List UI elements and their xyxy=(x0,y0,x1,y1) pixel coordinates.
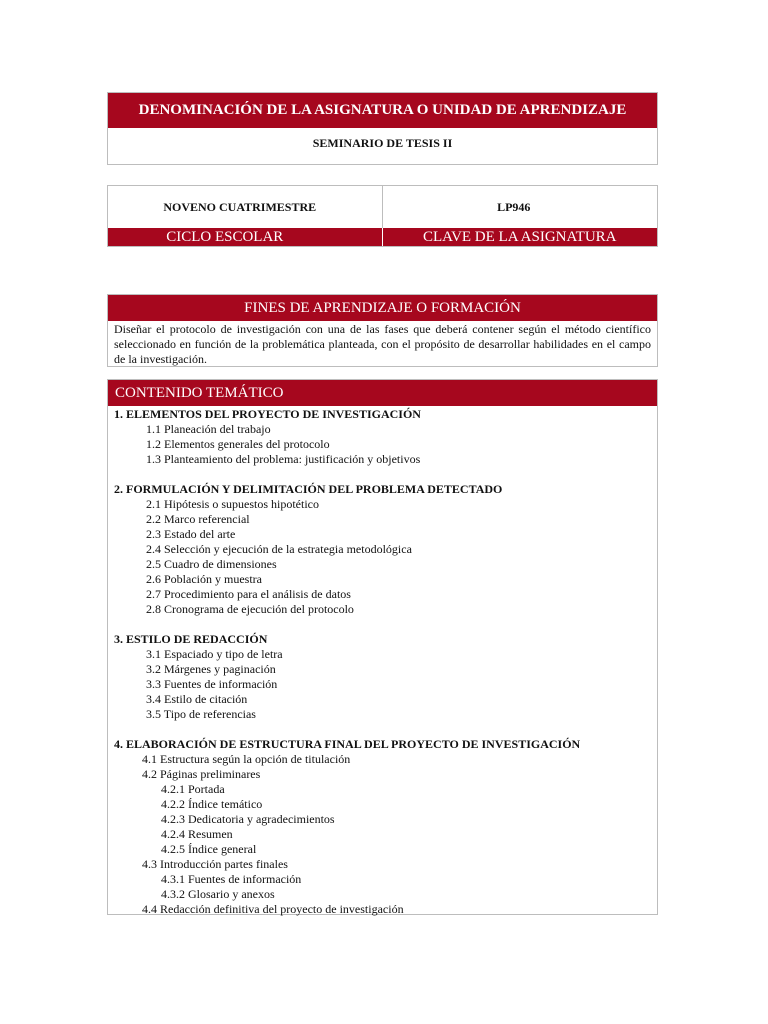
list-item: 2.1 Hipótesis o supuestos hipotético xyxy=(146,497,319,511)
aims-text: Diseñar el protocolo de investigación con una de las fases que deberá contener según el método científico seleccionado en función de la problemática planteada, con el propósito de desarrollar habilidades en el campo de la investigación. xyxy=(114,322,651,366)
aims-box xyxy=(107,294,658,367)
list-item: 4.3.2 Glosario y anexos xyxy=(161,887,275,901)
list-item: 4.2.1 Portada xyxy=(161,782,225,796)
list-item: 3.2 Márgenes y paginación xyxy=(146,662,276,676)
list-item: 2.3 Estado del arte xyxy=(146,527,236,541)
list-item: 1.3 Planteamiento del problema: justificación y objetivos xyxy=(146,452,421,466)
subject-name-box xyxy=(107,92,658,165)
section-heading: 1. ELEMENTOS DEL PROYECTO DE INVESTIGACIÓN xyxy=(114,407,421,421)
list-item: 4.2 Páginas preliminares xyxy=(142,767,261,781)
content-box xyxy=(107,379,658,915)
list-item: 4.2.3 Dedicatoria y agradecimientos xyxy=(161,812,335,826)
list-item: 2.6 Población y muestra xyxy=(146,572,262,586)
list-item: 2.8 Cronograma de ejecución del protocolo xyxy=(146,602,354,616)
list-item: 2.5 Cuadro de dimensiones xyxy=(146,557,277,571)
cycle-value: NOVENO CUATRIMESTRE xyxy=(108,186,383,228)
content-header: CONTENIDO TEMÁTICO xyxy=(108,380,657,406)
list-item: 4.2.4 Resumen xyxy=(161,827,233,841)
list-item: 4.3.1 Fuentes de información xyxy=(161,872,302,886)
subject-code-value: LP946 xyxy=(497,200,531,214)
list-item: 1.1 Planeación del trabajo xyxy=(146,422,271,436)
list-item: 1.2 Elementos generales del protocolo xyxy=(146,437,330,451)
list-item: 2.2 Marco referencial xyxy=(146,512,250,526)
subject-code-label: CLAVE DE LA ASIGNATURA xyxy=(423,229,617,245)
list-item: 3.5 Tipo de referencias xyxy=(146,707,256,721)
aims-header: FINES DE APRENDIZAJE O FORMACIÓN xyxy=(108,295,657,321)
list-item: 4.1 Estructura según la opción de titulación xyxy=(142,752,351,766)
list-item: 2.4 Selección y ejecución de la estrategia metodológica xyxy=(146,542,412,556)
content-list xyxy=(108,406,657,917)
list-item: 4.3 Introducción partes finales xyxy=(142,857,288,871)
cycle-box xyxy=(107,185,658,247)
cycle-label: CICLO ESCOLAR xyxy=(108,228,383,246)
list-item: 4.4 Redacción definitiva del proyecto de investigación xyxy=(142,902,404,916)
list-item: 3.1 Espaciado y tipo de letra xyxy=(146,647,283,661)
list-item: 4.2.5 Índice general xyxy=(161,842,257,856)
list-item: 3.4 Estilo de citación xyxy=(146,692,248,706)
list-item: 2.7 Procedimiento para el análisis de datos xyxy=(146,587,351,601)
section-heading: 2. FORMULACIÓN Y DELIMITACIÓN DEL PROBLEMA DETECTADO xyxy=(114,482,503,496)
subject-name: SEMINARIO DE TESIS II xyxy=(312,136,453,150)
section-heading: 3. ESTILO DE REDACCIÓN xyxy=(114,632,268,646)
subject-name-header: DENOMINACIÓN DE LA ASIGNATURA O UNIDAD DE APRENDIZAJE xyxy=(108,93,657,128)
list-item: 3.3 Fuentes de información xyxy=(146,677,278,691)
section-heading: 4. ELABORACIÓN DE ESTRUCTURA FINAL DEL PROYECTO DE INVESTIGACIÓN xyxy=(114,737,581,751)
list-item: 4.2.2 Índice temático xyxy=(161,797,263,811)
